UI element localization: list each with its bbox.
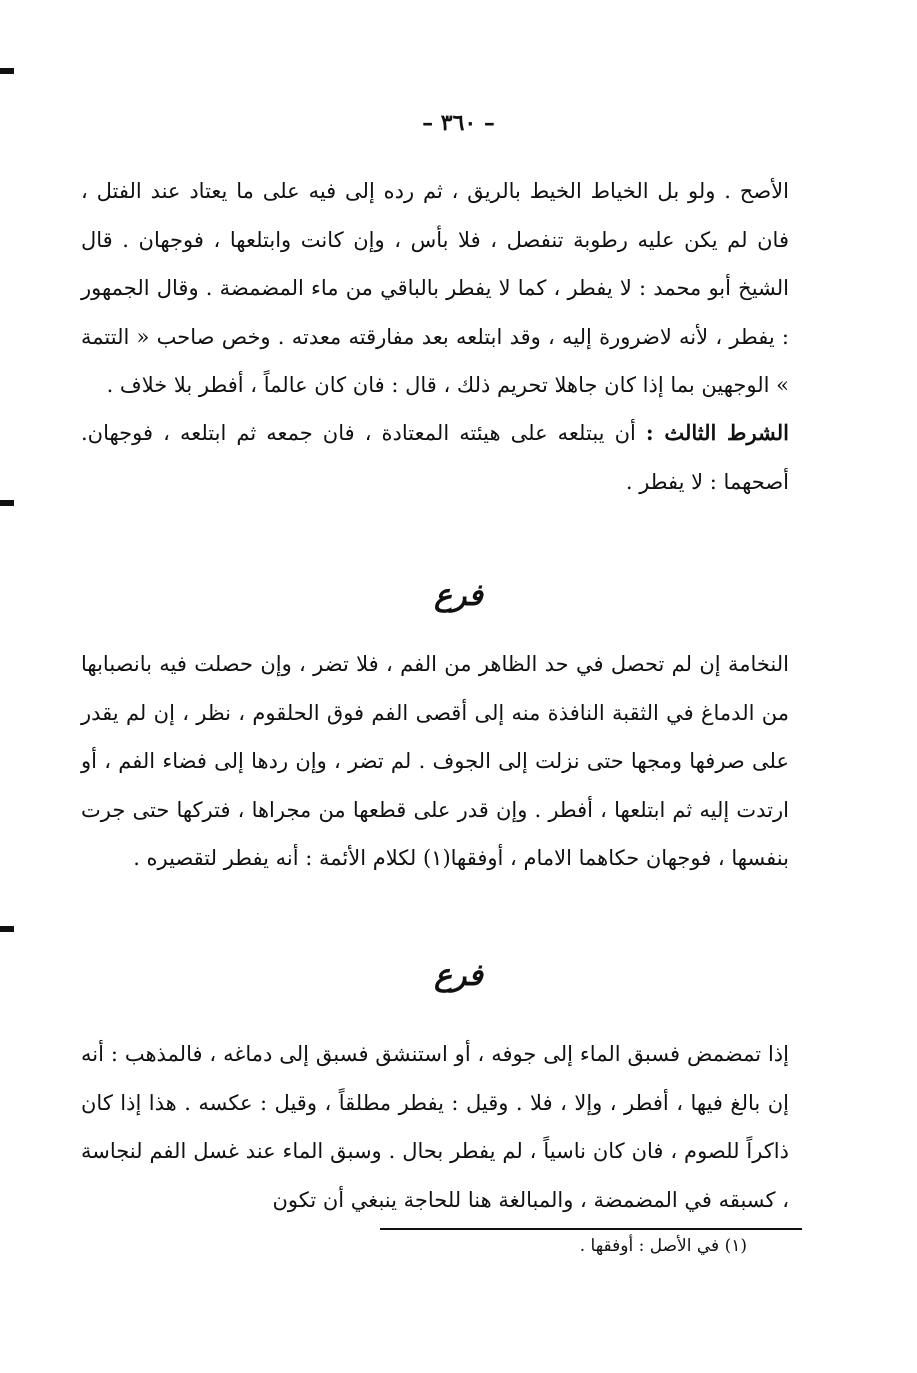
footnote: (١) في الأصل : أوفقها . — [579, 1236, 747, 1256]
scan-edge-mark — [0, 500, 14, 506]
footnote-separator — [380, 1228, 802, 1230]
paragraph-1: الأصح . ولو بل الخياط الخيط بالريق ، ثم رده إلى فيه على ما يعتاد عند الفتل ، فان لم يكن عليه رطوبة تنفصل ، فلا بأس ، وإن كانت وابتلعها ، فوجهان . قال الشيخ أبو محمد : لا يفطر ، كما لا يفطر بالباقي من ماء المضمضة . وقال الجمهور : يفطر ، لأنه لاضرورة إليه ، وقد ابتلعه بعد مفارقته معدته . وخص صاحب « التتمة » الوجهين بما إذا كان جاهلا تحريم ذلك ، قال : فان كان عالماً ، أفطر بلا خلاف . — [81, 179, 789, 397]
scan-edge-mark — [0, 926, 14, 932]
section-heading-2: فرع — [434, 958, 483, 993]
paragraph-2 — [81, 409, 789, 506]
section-heading-1: فرع — [434, 578, 483, 613]
paragraph-4: إذا تمضمض فسبق الماء إلى جوفه ، أو استنشق فسبق إلى دماغه ، فالمذهب : أنه إن بالغ فيها ، أفطر ، وإلا ، فلا . وقيل : يفطر مطلقاً ، وقيل : عكسه . هذا إذا كان ذاكراً للصوم ، فان كان ناسياً ، لم يفطر بحال . وسبق الماء عند غسل الفم لنجاسة ، كسبقه في المضمضة ، والمبالغة هنا للحاجة ينبغي أن تكون — [81, 1042, 789, 1212]
paragraph-2-text: أن يبتلعه على هيئته المعتادة ، فان جمعه ثم ابتلعه ، فوجهان. أصحهما : لا يفطر . — [81, 421, 789, 494]
scan-edge-mark — [0, 68, 14, 74]
paragraph-3: النخامة إن لم تحصل في حد الظاهر من الفم ، فلا تضر ، وإن حصلت فيه بانصبابها من الدماغ في الثقبة النافذة منه إلى أقصى الفم فوق الحلقوم ، نظر ، إن لم يقدر على صرفها ومجها حتى نزلت إلى الجوف . لم تضر ، وإن ردها إلى فضاء الفم ، أو ارتدت إليه ثم ابتلعها ، أفطر . وإن قدر على قطعها من مجراها ، فتركها حتى جرت بنفسها ، فوجهان حكاهما الامام ، أوفقها(١) لكلام الأئمة : أنه يفطر لتقصيره . — [81, 652, 789, 870]
condition-heading: الشرط الثالث : — [645, 420, 789, 445]
page-number: – ٣٦٠ – — [422, 110, 495, 136]
